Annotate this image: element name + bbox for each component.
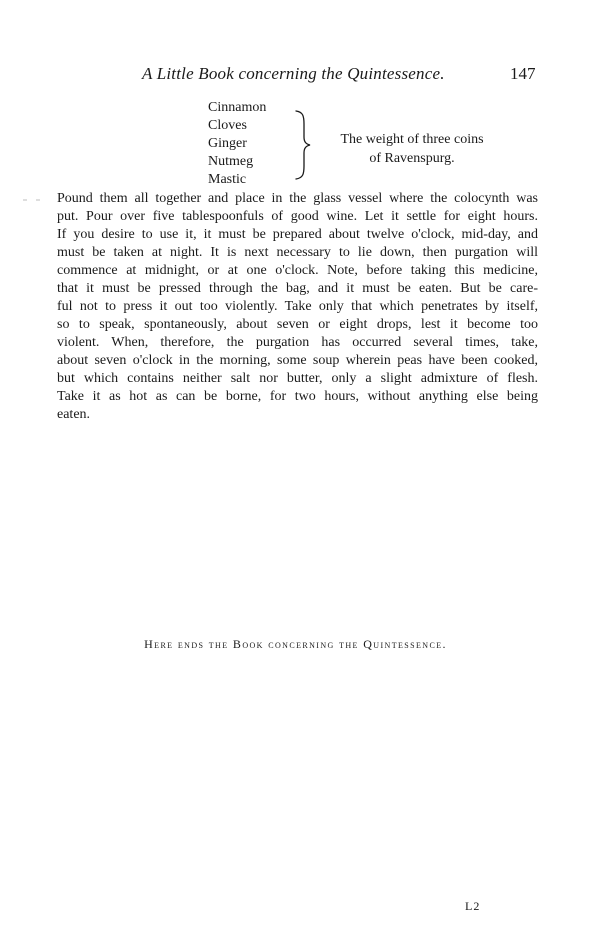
- ingredient-item: Cinnamon: [208, 100, 267, 115]
- text-line: commence at midnight, or at one o'clock. Note, before taking this medicine,: [57, 263, 538, 278]
- text-line: but which contains neither salt nor butter, only a slight admixture of flesh.: [57, 371, 538, 386]
- running-head: [0, 64, 591, 88]
- curly-brace-icon: [293, 110, 311, 180]
- text-line: about seven o'clock in the morning, some soup wherein peas have been cooked,: [57, 353, 538, 368]
- signature-mark: L2: [465, 899, 481, 913]
- brace-note-line: of Ravenspurg.: [369, 151, 455, 166]
- text-line: violent. When, therefore, the purgation has occurred several times, take,: [57, 335, 538, 350]
- text-line: put. Pour over five tablespoonfuls of good wine. Let it settle for eight hours.: [57, 209, 538, 224]
- text-line: that it must be pressed through the bag, and it must be eaten. But be care-: [57, 281, 538, 296]
- running-title: A Little Book concerning the Quintessence.: [142, 64, 445, 83]
- ingredient-list: [208, 99, 266, 189]
- text-line: eaten.: [57, 407, 91, 422]
- text-line: so to speak, spontaneously, about seven or eight drops, lest it become too: [57, 317, 538, 332]
- text-line: Pound them all together and place in the glass vessel where the colocynth was: [57, 191, 538, 206]
- brace-note-line: The weight of three coins: [340, 132, 484, 147]
- ingredient-item: Ginger: [208, 136, 247, 151]
- text-line: If you desire to use it, it must be prepared about twelve o'clock, mid-day, and: [57, 227, 538, 242]
- ingredient-item: Nutmeg: [208, 154, 254, 169]
- page-number: 147: [510, 64, 536, 83]
- text-line: must be taken at night. It is next necessary to lie down, then purgation will: [57, 245, 538, 260]
- body-paragraph: [57, 190, 538, 424]
- ingredient-item: Cloves: [208, 118, 247, 133]
- closing-note: Here ends the Book concerning the Quintessence.: [144, 637, 447, 651]
- ingredient-item: Mastic: [208, 172, 247, 187]
- margin-dots: [22, 197, 44, 203]
- text-line: Take it as hot as can be borne, for two hours, without anything else being: [57, 389, 538, 404]
- text-line: ful not to press it out too violently. Take only that which penetrates by itself,: [57, 299, 538, 314]
- brace-note: [322, 130, 502, 168]
